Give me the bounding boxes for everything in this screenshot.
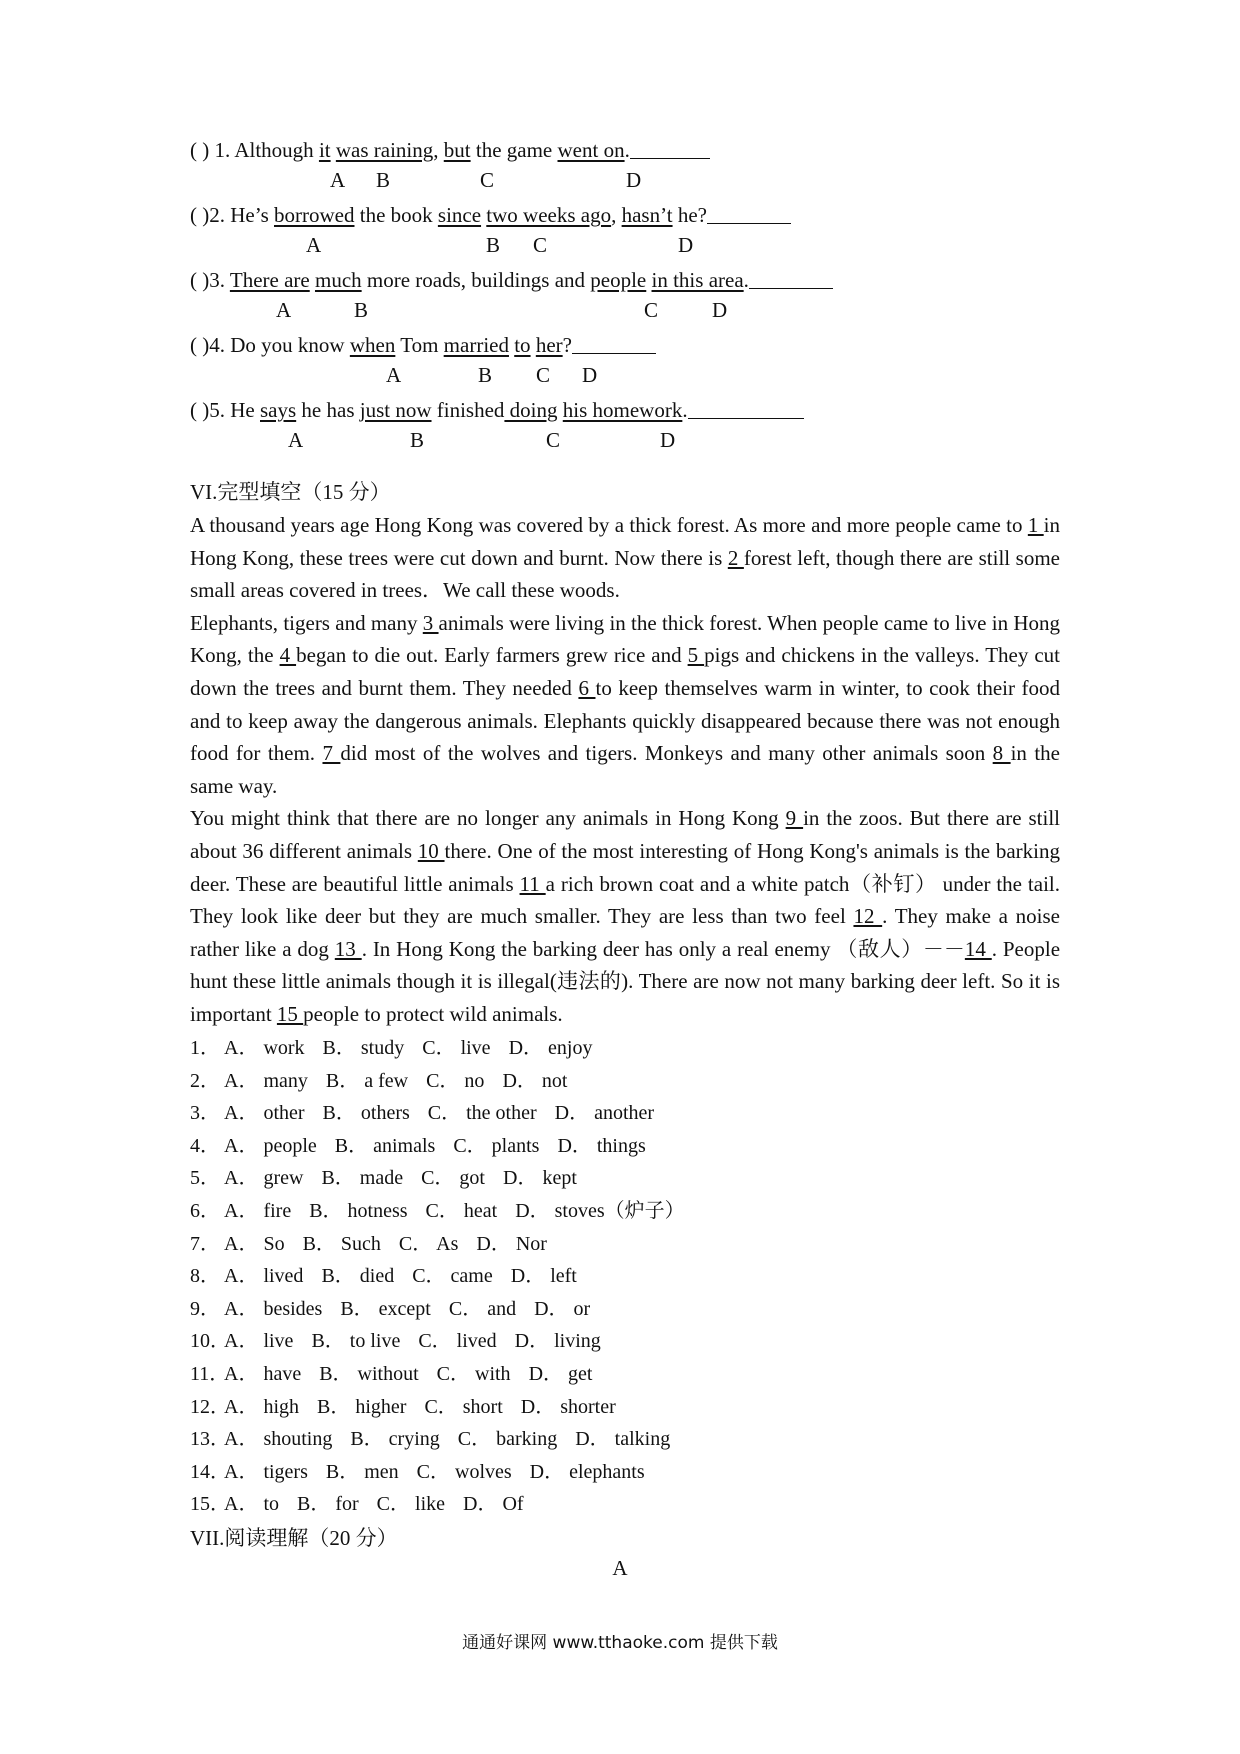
question-5-number: ( )5. — [190, 398, 225, 422]
option-a[interactable]: A． tigers — [224, 1460, 308, 1483]
question-1-text: Although it was raining, but the game went on. — [234, 138, 630, 162]
option-number: 4． — [190, 1134, 220, 1157]
option-c[interactable]: C． short — [424, 1395, 503, 1418]
question-4 — [190, 329, 656, 361]
option-a[interactable]: A． grew — [224, 1167, 304, 1190]
option-c[interactable]: C． and — [448, 1297, 517, 1320]
section-7-title: VII.阅读理解（20 分） — [190, 1526, 398, 1550]
option-number: 6． — [190, 1199, 220, 1222]
option-d[interactable]: D． left — [510, 1265, 577, 1288]
option-b[interactable]: B． a few — [325, 1069, 409, 1092]
option-a[interactable]: A． many — [224, 1069, 308, 1092]
question-4-number: ( )4. — [190, 333, 225, 357]
option-b[interactable]: B． for — [297, 1493, 359, 1516]
option-d[interactable]: D． stoves（炉子） — [515, 1199, 685, 1222]
option-c[interactable]: C． As — [398, 1232, 459, 1255]
option-d[interactable]: D． talking — [575, 1428, 671, 1451]
option-a[interactable]: A． live — [224, 1330, 294, 1353]
option-d[interactable]: D． another — [554, 1102, 655, 1125]
answer-blank[interactable] — [707, 203, 791, 224]
option-number: 9． — [190, 1297, 220, 1320]
document-page: ( ) 1. Although it was raining, but the game went on. A B C D ( )2. He’s borrowed the book since two weeks ago, hasn’t he? A B C D ( )3. There are much more roads, buildings and people in this area. A B C D ( )4. Do you know when Tom married to her? A B C D ( )5. He says he has just now finished doing his homework. A B C D VI.完型填空（15 分） A thousand years age Hong Kong was covered by a thick forest. As more and more people came to 1 in Hong Kong, these trees were cut down and burnt. Now there is 2 forest left, though there are still some small areas covered in trees．We call these woods. Elephants, tigers and many 3 animals were living in the thick forest. When people came to live in Hong Kong, the 4 began to die out. Early farmers grew rice and 5 pigs and chickens in the valleys. They cut down the trees and burnt them. They needed 6 to keep themselves warm in winter, to cook their food and to keep away the dangerous animals. Elephants quickly disappeared because there was not enough food for them. 7 did most of the wolves and tigers. Monkeys and many other animals soon 8 in the same way. You might think that there are no longer any animals in Hong Kong 9 in the zoos. But there are still about 36 different animals 10 there. One of the most interesting of Hong Kong's animals is the barking deer. These are beautiful little animals 11 a rich brown coat and a white patch（补钉） under the tail. They look like deer but they are much smaller. They are less than two feel 12 . They make a noise rather like a dog 13 . In Hong Kong the barking deer has only a real enemy （敌人）－－14 . People hunt these little animals though it is illegal(违法的). There are now not many barking deer left. So it is important 15 people to protect wild animals. 1． A． work B． study C． live D． enjoy 2． A． many B． a few C． no D． not 3． A． other B． others C． the other D． another 4． A． people B． animals C． plants D． things 5． A． grew B． made C． got D． kept 6． A． fire B． hotness C． heat D． stoves（炉子） 7． A． So B． Such C． As D． Nor 8． A． lived B． died C． came D． left 9． A． besides B． except C． and D． or 10．A． live B． to live C． lived D． living 11．A． have B． without C． with D． get 12．A． high B． higher C． short D． shorter 13．A． shouting B． crying C． barking D． talking 14．A． tigers B． men C． wolves D． elephants 15．A． to B． for C． like D． Of VII.阅读理解（20 分） A 通通好课网 www.tthaoke.com 提供下载 — [0, 0, 1240, 1754]
question-2-text: He’s borrowed the book since two weeks ago, hasn’t he? — [230, 203, 707, 227]
option-d[interactable]: D． shorter — [520, 1395, 616, 1418]
option-row-15 — [190, 1488, 703, 1521]
passage-paragraph-3: You might think that there are no longer any animals in Hong Kong 9 in the zoos. But there are still about 36 different animals 10 there. One of the most interesting of Hong Kong's animals is the barking deer. These are beautiful little animals 11 a rich brown coat and a white patch（补钉） under the tail. They look like deer but they are much smaller. They are less than two feel 12 . They make a noise rather like a dog 13 . In Hong Kong the barking deer has only a real enemy （敌人）－－14 . People hunt these little animals though it is illegal(违法的). There are now not many barking deer left. So it is important 15 people to protect wild animals. — [190, 806, 1061, 1026]
footer-text: 通通好课网 www.tthaoke.com 提供下载 — [462, 1633, 778, 1653]
option-b[interactable]: B． higher — [317, 1395, 407, 1418]
question-1-number: ( ) 1. — [190, 138, 231, 162]
option-row-4 — [190, 1130, 703, 1163]
option-b[interactable]: B． crying — [350, 1428, 440, 1451]
option-number: 2． — [190, 1069, 220, 1092]
option-row-5 — [190, 1162, 703, 1195]
option-row-2 — [190, 1065, 703, 1098]
option-d[interactable]: D． things — [557, 1134, 646, 1157]
part-label: A — [612, 1556, 628, 1580]
option-b[interactable]: B． except — [340, 1297, 431, 1320]
cloze-passage — [190, 509, 1060, 1031]
cloze-options — [190, 1032, 703, 1521]
option-a[interactable]: A． So — [224, 1232, 285, 1255]
answer-blank[interactable] — [630, 138, 710, 159]
option-b[interactable]: B． died — [321, 1265, 395, 1288]
option-a[interactable]: A． besides — [224, 1297, 323, 1320]
option-d[interactable]: D． enjoy — [508, 1037, 593, 1059]
option-c[interactable]: C． came — [412, 1265, 493, 1288]
question-2-number: ( )2. — [190, 203, 225, 227]
answer-blank[interactable] — [572, 333, 656, 354]
option-number: 10． — [190, 1330, 230, 1353]
option-number: 11． — [190, 1362, 230, 1385]
option-c[interactable]: C． wolves — [416, 1460, 512, 1483]
option-b[interactable]: B． Such — [302, 1232, 381, 1255]
option-a[interactable]: A． people — [224, 1134, 317, 1157]
option-a[interactable]: A． to — [224, 1493, 279, 1516]
question-3-number: ( )3. — [190, 268, 225, 292]
option-row-9 — [190, 1293, 703, 1326]
option-d[interactable]: D． or — [534, 1297, 591, 1320]
option-c[interactable]: C． lived — [418, 1330, 497, 1353]
option-number: 3． — [190, 1102, 220, 1125]
option-a[interactable]: A． work — [224, 1037, 305, 1059]
option-number: 5． — [190, 1167, 220, 1190]
answer-blank[interactable] — [749, 268, 833, 289]
option-row-7 — [190, 1228, 703, 1261]
option-row-8 — [190, 1260, 703, 1293]
option-d[interactable]: D． Nor — [476, 1232, 547, 1255]
option-d[interactable]: D． get — [528, 1362, 593, 1385]
option-d[interactable]: D． kept — [503, 1167, 577, 1190]
option-d[interactable]: D． not — [502, 1069, 568, 1092]
option-c[interactable]: C． plants — [453, 1134, 540, 1157]
option-b[interactable]: B． study — [322, 1037, 405, 1059]
option-row-10 — [190, 1325, 703, 1358]
passage-paragraph-1: A thousand years age Hong Kong was covered by a thick forest. As more and more people came to 1 in Hong Kong, these trees were cut down and burnt. Now there is 2 forest left, though there are still some small areas covered in trees．We call these woods. — [190, 513, 1061, 603]
passage-paragraph-2: Elephants, tigers and many 3 animals were living in the thick forest. When people came to live in Hong Kong, the 4 began to die out. Early farmers grew rice and 5 pigs and chickens in the valleys. They cut down the trees and burnt them. They needed 6 to keep themselves warm in winter, to cook their food and to keep away the dangerous animals. Elephants quickly disappeared because there was not enough food for them. 7 did most of the wolves and tigers. Monkeys and many other animals soon 8 in the same way. — [190, 610, 1061, 798]
question-3 — [190, 264, 833, 296]
option-c[interactable]: C． like — [376, 1493, 446, 1516]
option-a[interactable]: A． have — [224, 1362, 302, 1385]
option-a[interactable]: A． lived — [224, 1265, 304, 1288]
option-number: 7． — [190, 1232, 220, 1255]
option-a[interactable]: A． high — [224, 1395, 299, 1418]
option-d[interactable]: D． elephants — [529, 1460, 645, 1483]
question-2 — [190, 199, 791, 231]
option-c[interactable]: C． barking — [457, 1428, 558, 1451]
option-row-13 — [190, 1423, 703, 1456]
option-c[interactable]: C． got — [421, 1167, 485, 1190]
option-number: 13． — [190, 1428, 230, 1451]
option-row-14 — [190, 1456, 703, 1489]
option-b[interactable]: B． others — [322, 1102, 410, 1125]
question-1 — [190, 134, 710, 166]
option-a[interactable]: A． fire — [224, 1199, 292, 1222]
question-5 — [190, 394, 804, 426]
option-row-3 — [190, 1097, 703, 1130]
option-b[interactable]: B． made — [321, 1167, 404, 1190]
option-number: 14． — [190, 1460, 230, 1483]
option-number: 1． — [190, 1037, 220, 1059]
option-b[interactable]: B． without — [319, 1362, 419, 1385]
option-d[interactable]: D． Of — [463, 1493, 524, 1516]
option-row-1 — [190, 1032, 703, 1065]
answer-blank[interactable] — [688, 398, 804, 419]
option-a[interactable]: A． shouting — [224, 1428, 333, 1451]
question-5-text: He says he has just now finished doing his homework. — [230, 398, 688, 422]
option-c[interactable]: C． heat — [425, 1199, 498, 1222]
option-b[interactable]: B． animals — [334, 1134, 436, 1157]
option-b[interactable]: B． men — [325, 1460, 399, 1483]
question-3-text: There are much more roads, buildings and people in this area. — [229, 268, 749, 292]
option-row-11 — [190, 1358, 703, 1391]
question-4-text: Do you know when Tom married to her? — [230, 333, 572, 357]
option-c[interactable]: C． no — [426, 1069, 485, 1092]
option-c[interactable]: C． the other — [427, 1102, 537, 1125]
option-row-12 — [190, 1391, 703, 1424]
option-row-6 — [190, 1195, 703, 1228]
section-6-title: VI.完型填空（15 分） — [190, 480, 391, 504]
option-d[interactable]: D． living — [514, 1330, 601, 1353]
option-b[interactable]: B． hotness — [309, 1199, 408, 1222]
option-number: 15． — [190, 1493, 230, 1516]
option-number: 8． — [190, 1265, 220, 1288]
option-number: 12． — [190, 1395, 230, 1418]
option-a[interactable]: A． other — [224, 1102, 305, 1125]
option-c[interactable]: C． live — [422, 1037, 491, 1059]
option-c[interactable]: C． with — [436, 1362, 511, 1385]
option-b[interactable]: B． to live — [311, 1330, 401, 1353]
